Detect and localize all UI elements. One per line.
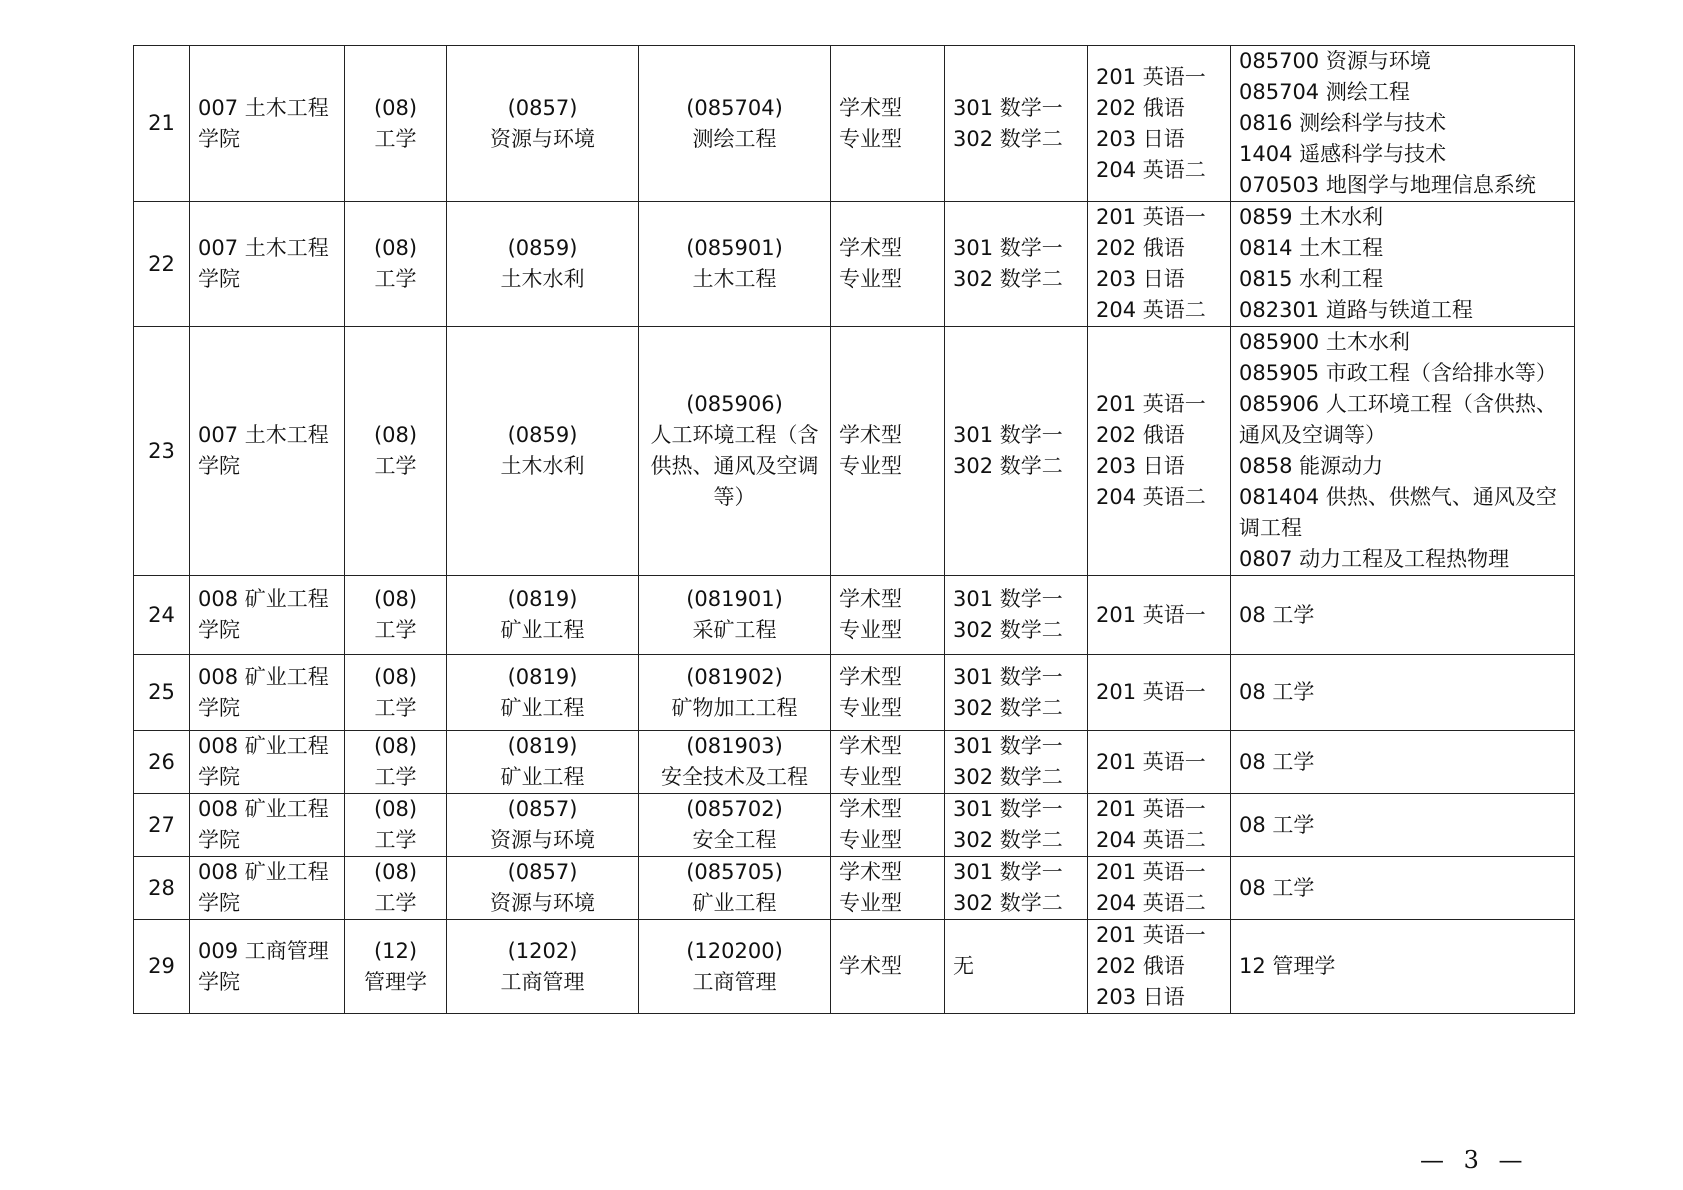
cell-line: 203 日语 — [1096, 267, 1185, 291]
cell-line: 009 工商管理 — [198, 938, 329, 963]
allowed-majors-cell — [1231, 576, 1575, 655]
cell-line: 202 俄语 — [1096, 95, 1185, 120]
cell-line: (0859) — [507, 236, 578, 260]
cell-line: 学院 — [198, 267, 240, 291]
cell-line: 工商管理 — [692, 969, 777, 994]
discipline-category-cell — [345, 202, 447, 327]
cell-line: (085906) — [686, 392, 783, 416]
cell-line: 301 数学一 — [953, 587, 1063, 611]
cell-line: 矿业工程 — [500, 765, 585, 789]
cell-line: (08) — [373, 423, 418, 447]
cell-line: 201 英语一 — [1096, 602, 1206, 627]
major-cell — [639, 857, 831, 920]
discipline-category-cell — [345, 46, 447, 202]
cell-line: 学院 — [198, 891, 240, 915]
table-row — [134, 794, 1575, 857]
cell-line: 专业型 — [839, 267, 902, 291]
discipline-category-cell — [345, 655, 447, 731]
cell-line: 302 数学二 — [953, 891, 1063, 915]
allowed-majors-cell — [1231, 655, 1575, 731]
cell-line: 学院 — [198, 828, 240, 852]
foreign-language-cell — [1088, 327, 1231, 576]
cell-line: 301 数学一 — [953, 797, 1063, 821]
cell-line: (081901) — [686, 587, 783, 611]
cell-line: 085900 土木水利 — [1239, 330, 1410, 354]
cell-line: 0815 水利工程 — [1239, 267, 1384, 291]
cell-line: 28 — [148, 875, 175, 900]
cell-line: 学术型 — [839, 860, 902, 884]
degree-type-cell — [831, 46, 945, 202]
row-number-cell — [134, 920, 190, 1014]
table-row — [134, 731, 1575, 794]
major-cell — [639, 794, 831, 857]
cell-line: 301 数学一 — [953, 860, 1063, 884]
cell-line: 工学 — [374, 267, 417, 291]
cell-line: 08 工学 — [1239, 602, 1315, 627]
page-number: — 3 — — [1420, 1146, 1529, 1174]
cell-line: 081404 供热、供燃气、通风及空 — [1239, 485, 1557, 509]
cell-line: (0857) — [507, 95, 578, 120]
cell-line: 工学 — [374, 454, 417, 478]
cell-line: 08 工学 — [1239, 749, 1315, 774]
cell-line: 工学 — [374, 828, 417, 852]
foreign-language-cell — [1088, 731, 1231, 794]
degree-type-cell — [831, 794, 945, 857]
cell-line: 204 英语二 — [1096, 298, 1206, 322]
cell-line: 学术型 — [839, 423, 902, 447]
foreign-language-cell — [1088, 655, 1231, 731]
cell-line: 201 英语一 — [1096, 680, 1206, 704]
cell-line: 学院 — [198, 695, 240, 720]
cell-line: 26 — [148, 749, 175, 774]
cell-line: 085906 人工环境工程（含供热、 — [1239, 392, 1557, 416]
cell-line: 008 矿业工程 — [198, 587, 329, 611]
college-cell — [190, 46, 345, 202]
row-number-cell — [134, 327, 190, 576]
cell-line: 矿业工程 — [500, 618, 585, 642]
table-row — [134, 202, 1575, 327]
table-row — [134, 576, 1575, 655]
cell-line: 等） — [713, 485, 756, 509]
row-number-cell — [134, 202, 190, 327]
cell-line: 25 — [148, 680, 175, 704]
cell-line: 学院 — [198, 765, 240, 789]
cell-line: 采矿工程 — [692, 618, 777, 642]
cell-line: 工商管理 — [500, 969, 585, 994]
degree-type-cell — [831, 576, 945, 655]
cell-line: 0859 土木水利 — [1239, 205, 1384, 229]
degree-type-cell — [831, 327, 945, 576]
cell-line: 201 英语一 — [1096, 392, 1206, 416]
table-row — [134, 655, 1575, 731]
cell-line: 082301 道路与铁道工程 — [1239, 298, 1473, 322]
cell-line: 土木工程 — [692, 267, 777, 291]
cell-line: 12 管理学 — [1239, 954, 1336, 978]
cell-line: 土木水利 — [500, 454, 585, 478]
cell-line: 专业型 — [839, 618, 902, 642]
cell-line: 工学 — [374, 126, 417, 151]
cell-line: 301 数学一 — [953, 423, 1063, 447]
foreign-language-cell — [1088, 920, 1231, 1014]
cell-line: 22 — [148, 251, 175, 276]
cell-line: 204 英语二 — [1096, 828, 1206, 852]
cell-line: 29 — [148, 954, 175, 978]
math-subject-cell — [945, 920, 1088, 1014]
math-subject-cell — [945, 655, 1088, 731]
discipline-category-cell — [345, 327, 447, 576]
first-level-discipline-cell — [447, 857, 639, 920]
cell-line: 008 矿业工程 — [198, 860, 329, 884]
table-row — [134, 920, 1575, 1014]
cell-line: 专业型 — [839, 828, 902, 852]
cell-line: (1202) — [507, 938, 578, 963]
first-level-discipline-cell — [447, 327, 639, 576]
cell-line: 085905 市政工程（含给排水等） — [1239, 361, 1557, 385]
college-cell — [190, 655, 345, 731]
major-cell — [639, 202, 831, 327]
cell-line: 资源与环境 — [490, 126, 595, 151]
cell-line: 204 英语二 — [1096, 157, 1206, 182]
cell-line: (0819) — [507, 664, 578, 689]
cell-line: (08) — [373, 95, 418, 120]
cell-line: 专业型 — [839, 891, 902, 915]
allowed-majors-cell — [1231, 920, 1575, 1014]
allowed-majors-cell — [1231, 327, 1575, 576]
cell-line: 201 英语一 — [1096, 797, 1206, 821]
major-cell — [639, 576, 831, 655]
cell-line: (08) — [373, 236, 418, 260]
cell-line: 无 — [953, 954, 974, 978]
cell-line: 201 英语一 — [1096, 749, 1206, 774]
cell-line: 0807 动力工程及工程热物理 — [1239, 547, 1510, 571]
cell-line: 工学 — [374, 765, 417, 789]
cell-line: (08) — [373, 797, 418, 821]
major-cell — [639, 655, 831, 731]
discipline-category-cell — [345, 920, 447, 1014]
college-cell — [190, 920, 345, 1014]
cell-line: 070503 地图学与地理信息系统 — [1239, 173, 1536, 197]
math-subject-cell — [945, 857, 1088, 920]
cell-line: 007 土木工程 — [198, 95, 329, 120]
foreign-language-cell — [1088, 794, 1231, 857]
college-cell — [190, 576, 345, 655]
cell-line: 学术型 — [839, 236, 902, 260]
cell-line: 供热、通风及空调 — [650, 454, 819, 478]
cell-line: 通风及空调等） — [1239, 423, 1386, 447]
allowed-majors-cell — [1231, 731, 1575, 794]
cell-line: 工学 — [374, 891, 417, 915]
cell-line: (08) — [373, 860, 418, 884]
row-number-cell — [134, 731, 190, 794]
cell-line: 工学 — [374, 618, 417, 642]
table-row — [134, 857, 1575, 920]
cell-line: 专业型 — [839, 695, 902, 720]
cell-line: (081903) — [686, 734, 783, 758]
row-number-cell — [134, 857, 190, 920]
cell-line: 201 英语一 — [1096, 923, 1206, 947]
cell-line: 专业型 — [839, 765, 902, 789]
cell-line: (081902) — [686, 664, 783, 689]
cell-line: 人工环境工程（含 — [650, 423, 819, 447]
cell-line: 学术型 — [839, 664, 902, 689]
cell-line: 0814 土木工程 — [1239, 236, 1384, 260]
cell-line: 203 日语 — [1096, 985, 1185, 1009]
cell-line: 学术型 — [839, 734, 902, 758]
college-cell — [190, 794, 345, 857]
cell-line: 资源与环境 — [490, 828, 595, 852]
cell-line: 302 数学二 — [953, 267, 1063, 291]
cell-line: 学术型 — [839, 797, 902, 821]
cell-line: 矿物加工工程 — [671, 695, 798, 720]
cell-line: (0857) — [507, 860, 578, 884]
cell-line: 管理学 — [364, 969, 427, 994]
cell-line: 204 英语二 — [1096, 891, 1206, 915]
math-subject-cell — [945, 794, 1088, 857]
cell-line: 学院 — [198, 969, 240, 994]
cell-line: 矿业工程 — [692, 891, 777, 915]
major-cell — [639, 327, 831, 576]
cell-line: 204 英语二 — [1096, 485, 1206, 509]
table-body — [134, 46, 1575, 1014]
cell-line: 008 矿业工程 — [198, 734, 329, 758]
cell-line: 302 数学二 — [953, 126, 1063, 151]
cell-line: 学院 — [198, 126, 240, 151]
cell-line: 08 工学 — [1239, 812, 1315, 837]
major-cell — [639, 920, 831, 1014]
cell-line: 301 数学一 — [953, 236, 1063, 260]
foreign-language-cell — [1088, 576, 1231, 655]
cell-line: 302 数学二 — [953, 618, 1063, 642]
enrollment-table — [133, 45, 1575, 1014]
cell-line: 矿业工程 — [500, 695, 585, 720]
cell-line: (085705) — [686, 860, 783, 884]
cell-line: 1404 遥感科学与技术 — [1239, 142, 1447, 166]
cell-line: (0859) — [507, 423, 578, 447]
cell-line: 27 — [148, 812, 175, 837]
cell-line: 23 — [148, 438, 175, 463]
first-level-discipline-cell — [447, 202, 639, 327]
row-number-cell — [134, 794, 190, 857]
allowed-majors-cell — [1231, 202, 1575, 327]
foreign-language-cell — [1088, 857, 1231, 920]
discipline-category-cell — [345, 576, 447, 655]
allowed-majors-cell — [1231, 46, 1575, 202]
cell-line: (085901) — [686, 236, 783, 260]
major-cell — [639, 46, 831, 202]
cell-line: (0819) — [507, 734, 578, 758]
row-number-cell — [134, 655, 190, 731]
cell-line: (08) — [373, 734, 418, 758]
cell-line: 专业型 — [839, 126, 902, 151]
cell-line: 土木水利 — [500, 267, 585, 291]
cell-line: (08) — [373, 587, 418, 611]
degree-type-cell — [831, 920, 945, 1014]
cell-line: 学术型 — [839, 95, 902, 120]
cell-line: 302 数学二 — [953, 695, 1063, 720]
cell-line: 085700 资源与环境 — [1239, 49, 1431, 73]
first-level-discipline-cell — [447, 655, 639, 731]
cell-line: 202 俄语 — [1096, 236, 1185, 260]
allowed-majors-cell — [1231, 794, 1575, 857]
cell-line: 资源与环境 — [490, 891, 595, 915]
cell-line: 0816 测绘科学与技术 — [1239, 111, 1447, 135]
math-subject-cell — [945, 327, 1088, 576]
cell-line: 工学 — [374, 695, 417, 720]
cell-line: 201 英语一 — [1096, 205, 1206, 229]
cell-line: 202 俄语 — [1096, 954, 1185, 978]
math-subject-cell — [945, 46, 1088, 202]
cell-line: 08 工学 — [1239, 680, 1315, 704]
cell-line: (0857) — [507, 797, 578, 821]
cell-line: 008 矿业工程 — [198, 797, 329, 821]
cell-line: 085704 测绘工程 — [1239, 80, 1410, 104]
cell-line: 301 数学一 — [953, 734, 1063, 758]
cell-line: 安全技术及工程 — [661, 765, 808, 789]
cell-line: 302 数学二 — [953, 454, 1063, 478]
cell-line: 203 日语 — [1096, 454, 1185, 478]
cell-line: 007 土木工程 — [198, 423, 329, 447]
cell-line: 学术型 — [839, 587, 902, 611]
degree-type-cell — [831, 731, 945, 794]
cell-line: (085704) — [686, 95, 783, 120]
cell-line: 0858 能源动力 — [1239, 454, 1384, 478]
cell-line: 学院 — [198, 454, 240, 478]
first-level-discipline-cell — [447, 731, 639, 794]
first-level-discipline-cell — [447, 576, 639, 655]
cell-line: 专业型 — [839, 454, 902, 478]
cell-line: 007 土木工程 — [198, 236, 329, 260]
cell-line: (08) — [373, 664, 418, 689]
math-subject-cell — [945, 202, 1088, 327]
row-number-cell — [134, 576, 190, 655]
first-level-discipline-cell — [447, 794, 639, 857]
cell-line: 302 数学二 — [953, 765, 1063, 789]
discipline-category-cell — [345, 794, 447, 857]
row-number-cell — [134, 46, 190, 202]
cell-line: 203 日语 — [1096, 126, 1185, 151]
cell-line: 008 矿业工程 — [198, 664, 329, 689]
cell-line: 24 — [148, 602, 175, 627]
cell-line: 测绘工程 — [692, 126, 777, 151]
discipline-category-cell — [345, 731, 447, 794]
cell-line: 21 — [148, 111, 175, 135]
cell-line: 学术型 — [839, 954, 902, 978]
math-subject-cell — [945, 576, 1088, 655]
major-cell — [639, 731, 831, 794]
cell-line: 安全工程 — [692, 828, 777, 852]
cell-line: 202 俄语 — [1096, 423, 1185, 447]
cell-line: 302 数学二 — [953, 828, 1063, 852]
cell-line: 08 工学 — [1239, 875, 1315, 900]
allowed-majors-cell — [1231, 857, 1575, 920]
first-level-discipline-cell — [447, 920, 639, 1014]
table-row — [134, 46, 1575, 202]
cell-line: 调工程 — [1239, 516, 1302, 540]
degree-type-cell — [831, 857, 945, 920]
cell-line: (120200) — [686, 938, 783, 963]
foreign-language-cell — [1088, 202, 1231, 327]
cell-line: 301 数学一 — [953, 664, 1063, 689]
math-subject-cell — [945, 731, 1088, 794]
cell-line: 201 英语一 — [1096, 860, 1206, 884]
college-cell — [190, 731, 345, 794]
table-row — [134, 327, 1575, 576]
discipline-category-cell — [345, 857, 447, 920]
cell-line: (085702) — [686, 797, 783, 821]
degree-type-cell — [831, 202, 945, 327]
foreign-language-cell — [1088, 46, 1231, 202]
cell-line: (0819) — [507, 587, 578, 611]
college-cell — [190, 202, 345, 327]
cell-line: 201 英语一 — [1096, 64, 1206, 89]
degree-type-cell — [831, 655, 945, 731]
cell-line: 301 数学一 — [953, 95, 1063, 120]
college-cell — [190, 327, 345, 576]
college-cell — [190, 857, 345, 920]
cell-line: 学院 — [198, 618, 240, 642]
first-level-discipline-cell — [447, 46, 639, 202]
cell-line: (12) — [373, 938, 418, 963]
